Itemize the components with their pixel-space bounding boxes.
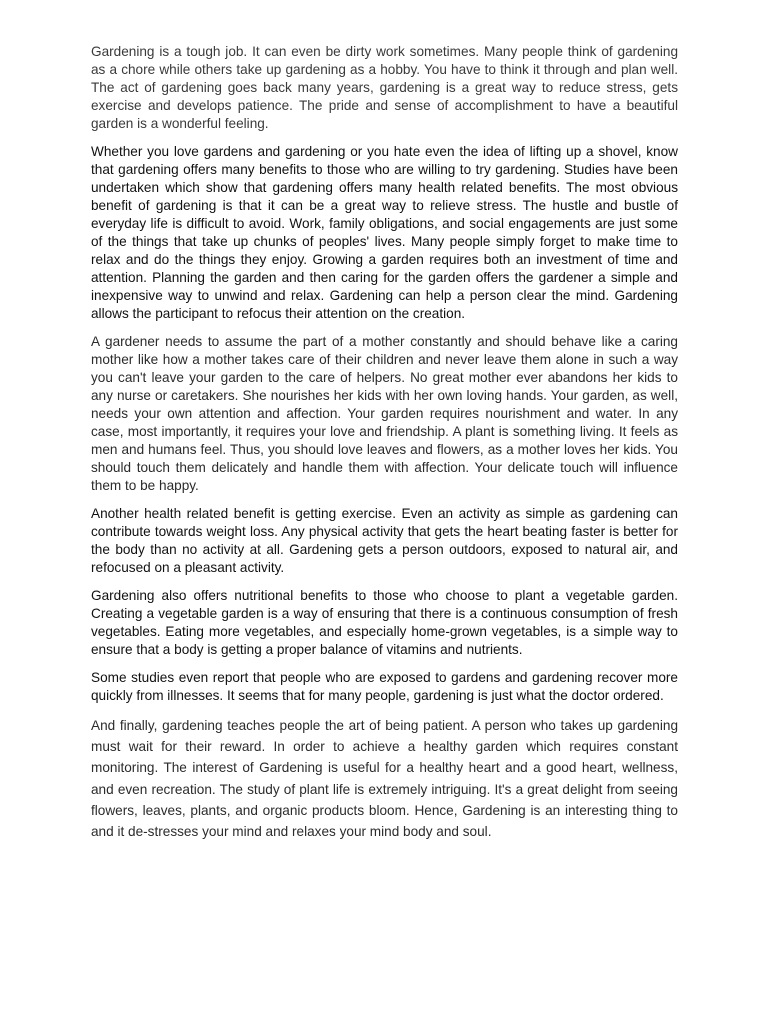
paragraph-exercise: Another health related benefit is getting exercise. Even an activity as simple as gardening can contribute towards weight loss. Any physical activity that gets the heart beating faster is better for the body than no activity at all. Gardening gets a person outdoors, exposed to natural air, and refocused on a pleasant activity. <box>91 506 678 575</box>
document-page <box>91 43 678 842</box>
paragraph-patience: And finally, gardening teaches people the art of being patient. A person who takes up gardening must wait for their reward. In order to achieve a healthy garden which requires constant monitoring. The interest of Gardening is useful for a healthy heart and a good heart, wellness, and even recreation. The study of plant life is extremely intriguing. It's a great delight from seeing flowers, leaves, plants, and organic products bloom. Hence, Gardening is an interesting thing to and it de-stresses your mind and relaxes your mind body and soul. <box>91 718 678 840</box>
paragraph-benefits: Whether you love gardens and gardening or you hate even the idea of lifting up a shovel, know that gardening offers many benefits to those who are willing to try gardening. Studies have been undertaken which show that gardening offers many health related benefits. The most obvious benefit of gardening is that it can be a great way to relieve stress. The hustle and bustle of everyday life is difficult to avoid. Work, family obligations, and social engagements are just some of the things that take up chunks of peoples' lives. Many people simply forget to make time to relax and do the things they enjoy. Growing a garden requires both an investment of time and attention. Planning the garden and then caring for the garden offers the gardener a simple and inexpensive way to unwind and relax. Gardening can help a person clear the mind. Gardening allows the participant to refocus their attention on the creation. <box>91 144 678 321</box>
paragraph-intro: Gardening is a tough job. It can even be dirty work sometimes. Many people think of gardening as a chore while others take up gardening as a hobby. You have to think it through and plan well. The act of gardening goes back many years, gardening is a great way to reduce stress, gets exercise and develops patience. The pride and sense of accomplishment to have a beautiful garden is a wonderful feeling. <box>91 44 678 131</box>
paragraph-mother: A gardener needs to assume the part of a mother constantly and should behave like a caring mother like how a mother takes care of their children and never leave them alone in such a way you can't leave your garden to the care of helpers. No great mother ever abandons her kids to any nurse or caretakers. She nourishes her kids with her own loving hands. Your garden, as well, needs your own attention and affection. Your garden requires nourishment and water. In any case, most importantly, it requires your love and friendship. A plant is something living. It feels as men and humans feel. Thus, you should love leaves and flowers, as a mother loves her kids. You should touch them delicately and handle them with affection. Your delicate touch will influence them to be happy. <box>91 334 678 493</box>
paragraph-recovery: Some studies even report that people who are exposed to gardens and gardening recover more quickly from illnesses. It seems that for many people, gardening is just what the doctor ordered. <box>91 670 678 703</box>
paragraph-nutrition: Gardening also offers nutritional benefits to those who choose to plant a vegetable garden. Creating a vegetable garden is a way of ensuring that there is a continuous consumption of fresh vegetables. Eating more vegetables, and especially home-grown vegetables, is a simple way to ensure that a body is getting a proper balance of vitamins and nutrients. <box>91 588 678 657</box>
